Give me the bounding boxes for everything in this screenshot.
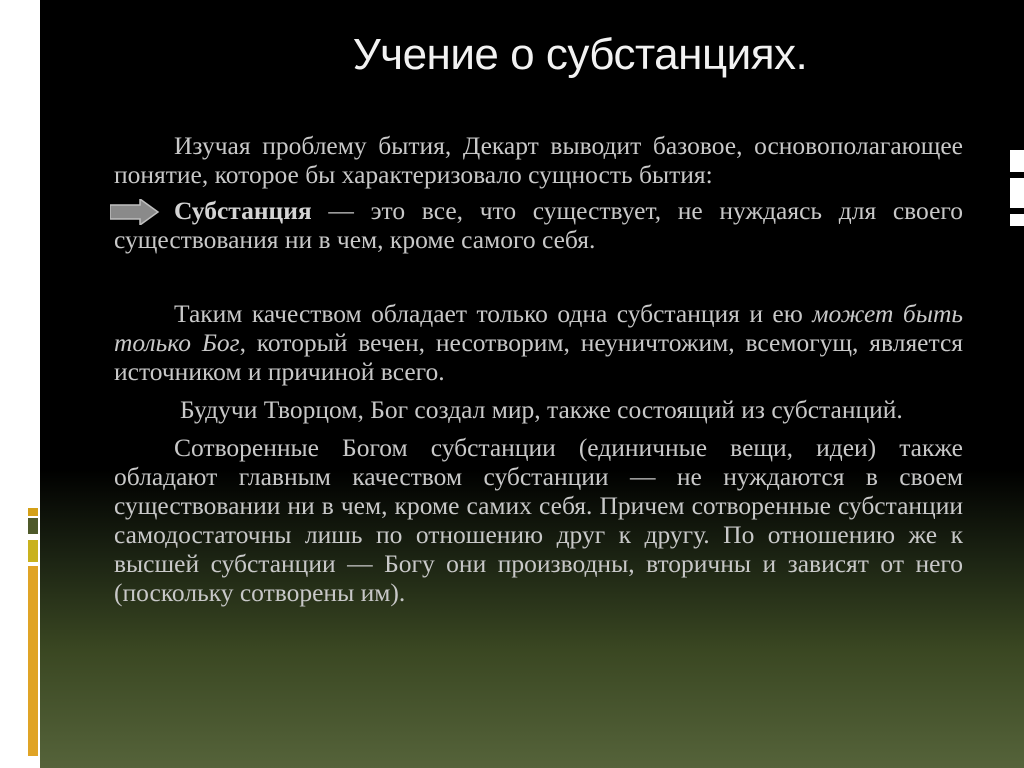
arrow-right-icon	[110, 199, 160, 225]
left-accent-bar-mid	[28, 518, 38, 534]
left-accent-bar-long	[28, 566, 38, 756]
god-text-italic: может быть только Бог	[114, 299, 963, 357]
paragraph-created-substances: Сотворенные Богом субстанции (единичные вещи, идеи) также обладают главным качеством субстанции — не нуждаются в своем существовании ни в чем, кроме самих себя. Причем сотворенные субстанции самодостаточны лишь по отношению друг к другу. По отношению же к высшей субстанции — Богу они производны, вторичны и зависят от него (поскольку сотворены им).	[114, 433, 963, 607]
definition-term: Субстанция	[174, 196, 312, 225]
right-decoration-bar-3	[1010, 214, 1024, 226]
paragraph-god	[114, 299, 963, 386]
paragraph-definition	[114, 196, 963, 254]
left-decoration-panel	[0, 0, 40, 768]
right-decoration-bar-1	[1010, 150, 1024, 172]
slide-title: Учение о субстанциях.	[352, 30, 808, 79]
paragraph-creator: Будучи Творцом, Бог создал мир, также состоящий из субстанций.	[180, 395, 903, 424]
slide-body	[114, 131, 963, 607]
god-text-start: Таким качеством обладает только одна субстанция и ею	[174, 299, 813, 328]
paragraph-intro: Изучая проблему бытия, Декарт выводит базовое, основополагающее понятие, которое бы характеризовало сущность бытия:	[114, 131, 963, 189]
right-decoration-bar-2	[1010, 178, 1024, 208]
god-text-end: , который вечен, несотворим, неуничтожим, всемогущ, является источником и причиной всего.	[114, 328, 963, 386]
left-accent-bar-top	[28, 508, 38, 516]
definition-text: — это все, что существует, не нуждаясь для своего существования ни в чем, кроме самого себя.	[114, 196, 963, 254]
left-accent-bar-gold	[28, 540, 38, 562]
